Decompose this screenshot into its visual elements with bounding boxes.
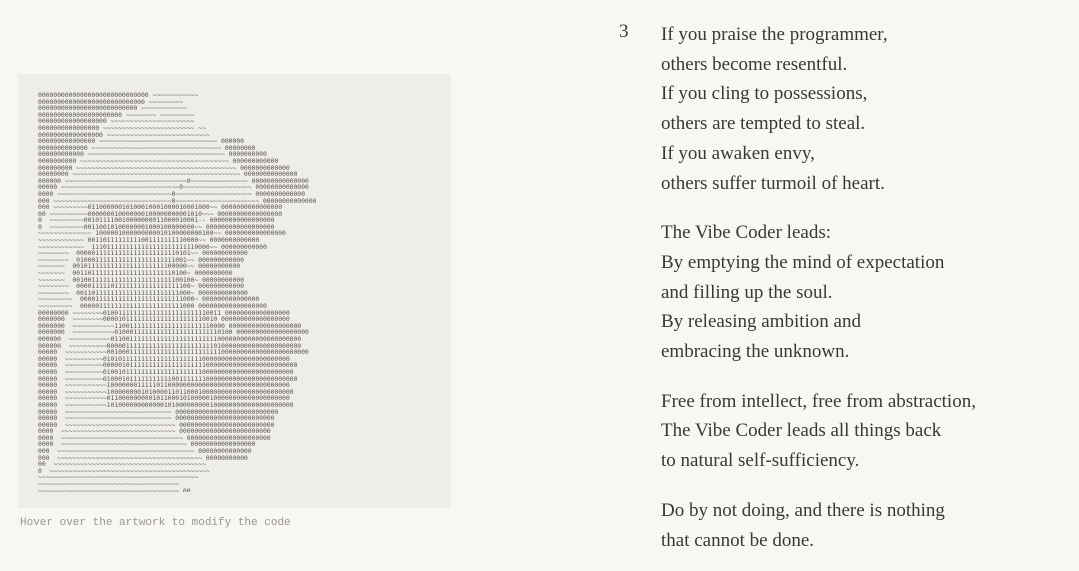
poem-line: Do by not doing, and there is nothing bbox=[661, 499, 945, 521]
ascii-artwork-canvas[interactable] bbox=[38, 92, 438, 492]
poem-line: If you praise the programmer, bbox=[661, 24, 888, 45]
poem-line: If you cling to possessions, bbox=[661, 83, 868, 105]
poem-line: The Vibe Coder leads: bbox=[661, 222, 831, 244]
poem-line: to natural self-sufficiency. bbox=[661, 450, 860, 472]
poem-stanza bbox=[661, 387, 1071, 476]
artwork-hover-caption: Hover over the artwork to modify the code bbox=[20, 517, 291, 529]
ascii-artwork-code[interactable]: 00000000000000000000000000000 ~~~~~~~~~~~~ 0000000000000000000000000000 ~~~~~~~~~ 00000000000000000000000000 ~~~~~~~~~~~~ 0000000000000000000000 ~~~~~~~~ ~~~~~~~~~ 000000000000000000 ~~~~~~~~~~~~~~~~~~~~~~ 0000000000000000 ~~~~~~~~~~~~~~~~~~~~~~~~ ~~ 00000000000000000 ~~~~~~~~~~~~~~~~~~~~~~~~~~~ 000000000000000 ~~~~~~~~~~~~~~~~~~~~~~~~~~~~~~~ 000000 0000000000000 ~~~~~~~~~~~~~~~~~~~~~~~~~~~~~~~~~~ 00000000 000000000000 ~~~~~~~~~~~~~~~~~~~~~~~~~~~~~~~~~~~~ 0000000000 0000000000 ~~~~~~~~~~~~~~~~~~~~~~~~~~~~~~~~~~~~~~~ 000000000000 000000000 ~~~~~~~~~~~~~~~~~~~~~~~~~~~~~~~~~~~~~~~~~~ 0000000000000 00000000 ~~~~~~~~~~~~~~~~~~~~~~~~~~~~~~~~~~~~~~~~~~~~ 00000000000000 000000 ~~~~~~~~~~~~~~~~~~~~~~~~~~~~~~~~0~~~~~~~~~~~~~~~ 000000000000000 00000 ~~~~~~~~~~~~~~~~~~~~~~~~~~~~~~~0~~~~~~~~~~~~~~~~~~ 00000000000000 0000 ~~~~~~~~~~~~~~~~~~~~~~~~~~~~~~0~~~~~~~~~~~~~~~~~~~~ 0000000000000 000 ~~~~~~~~~~~~~~~~~~~~~~~~~~~~~~~0~~~~~~~~~~~~~~~~~~~~~~ 00000000000000 000 ~~~~~~~~~01100000010100010001000010001000~~ 0000000000000000 00 ~~~~~~~~~~000000010000000100000000001010~~~ 00000000000000000 0 ~~~~~~~~~001011110010000000011000010001-- 00000000000000000 0 ~~~~~~~~~00110010100000001000100000000~~ 000000000000000000 ~~~~~~~~~~~~~~ 1000001000000000010100000000100~~ 0000000000000000 ~~~~~~~~~~~~ 00110111111111001111111110000~~ 0000000000000 ~~~~~~~~~~~~ 1110111111111111111111111110000~~ 000000000000 ~~~~~~~~ 000001111111111111111111110101~~ 000000000000 ~~~~~~~~ 01000111111111111111111111001~~ 000000000000 ~~~~~~~ 001011111111111111111111100000~~ 00000000000 ~~~~~~~ 001101111111111111111111110100~ 0000000000 ~~~~~~~ 00100111111111111111111111100100~ 00000000000 ~~~~~~~~ 000011111011111111111111111100~ 000000000000 ~~~~~~~~ 001101111111111111111111111000~ 0000000000000 ~~~~~~~~~ 000011111111111111111111111000~ 000000000000000 ~~~~~~~~~ 000001111111111111111111111000 000000000000000000 00000000 ~~~~~~~~0100111111111111111111111110011 00000000000000000 0000000 ~~~~~~~~000010111111111111111111110010 000000000000000000 0000000 ~~~~~~~~~~~11001111111111111111111110000 0000000000000000000 0000000 ~~~~~~~~~~~0100011111111111111111111110100 0000000000000000000 000000 ~~~~~~~~~~~01100111111111111111111111110000000000000000000000 000000 ~~~~~~~~~~000001111111111111111111111101000000000000000000000 00000 ~~~~~~~~~~~00100011111111111111111111111100000000000000000000000 00000 ~~~~~~~~~~0101011111111111111111111100000000000000000000000 00000 ~~~~~~~~~~000001011111111111111111111000000000000000000000000 00000 ~~~~~~~~~~01001011111111111111111111000000000000000000000000 00000 ~~~~~~~~~~010001011111111111001111111000000000000000000000000 00000 ~~~~~~~~~~~100000001111101100000000000000000000000000000000 00000 ~~~~~~~~~~~1000000001010000110110001000000000000000000000000 00000 ~~~~~~~~~~~011000000000101100010100000100000000000000000000 00000 ~~~~~~~~~~~1010000000000001010000000001000000000000000000000 00000 ~~~~~~~~~~~~~~~~~~~~~~~~~~~~ 000000000000000000000000000 00000 ~~~~~~~~~~~~~~~~~~~~~~~~~~~~ 00000000000000000000000000 00000 ~~~~~~~~~~~~~~~~~~~~~~~~~~~~~ 0000000000000000000000000 0000 ~~~~~~~~~~~~~~~~~~~~~~~~~~~~~~ 000000000000000000000000 0000 ~~~~~~~~~~~~~~~~~~~~~~~~~~~~~~~~ 0000000000000000000000 0000 ~~~~~~~~~~~~~~~~~~~~~~~~~~~~~~~~~ 00000000000000000 000 ~~~~~~~~~~~~~~~~~~~~~~~~~~~~~~~~~~~~ 00000000000000 000 ~~~~~~~~~~~~~~~~~~~~~~~~~~~~~~~~~~~~~~ 00000000000 00 ~~~~~~~~~~~~~~~~~~~~~~~~~~~~~~~~~~~~~~~~ 0 ~~~~~~~~~~~~~~~~~~~~~~~~~~~~~~~~~~~~~~~~~~ ~~~~~~~~~~~~~~~~~~~~~~~~~~~~~~~~~~~~~~~~~~ ~~~~~~~~~~~~~~~~~~~~~~~~~~~~~~~~~~~~~ ~~~~~~~~~~~~~~~~~~~~~~~~~~~~~~~~~~~~~ 00 bbox=[38, 92, 317, 492]
poem-line: The Vibe Coder leads all things back bbox=[661, 420, 942, 442]
poem-line: embracing the unknown. bbox=[661, 341, 850, 363]
poem-line: others are tempted to steal. bbox=[661, 113, 866, 135]
poem-line: If you awaken envy, bbox=[661, 142, 815, 164]
ascii-artwork-panel[interactable] bbox=[18, 74, 451, 508]
poem-line: and filling up the soul. bbox=[661, 281, 833, 303]
poem-stanza bbox=[661, 496, 1071, 555]
poem-stanza bbox=[661, 218, 1071, 367]
chapter-number: 3 bbox=[619, 21, 629, 42]
poem-line: others suffer turmoil of heart. bbox=[661, 172, 885, 194]
poem-text bbox=[661, 20, 1071, 571]
poem-line: By emptying the mind of expectation bbox=[661, 251, 945, 273]
poem-line: Free from intellect, free from abstraction, bbox=[661, 390, 976, 412]
poem-line: By releasing ambition and bbox=[661, 311, 861, 333]
poem-stanza bbox=[661, 20, 1071, 198]
poem-line: others become resentful. bbox=[661, 53, 848, 75]
poem-line: that cannot be done. bbox=[661, 529, 815, 551]
